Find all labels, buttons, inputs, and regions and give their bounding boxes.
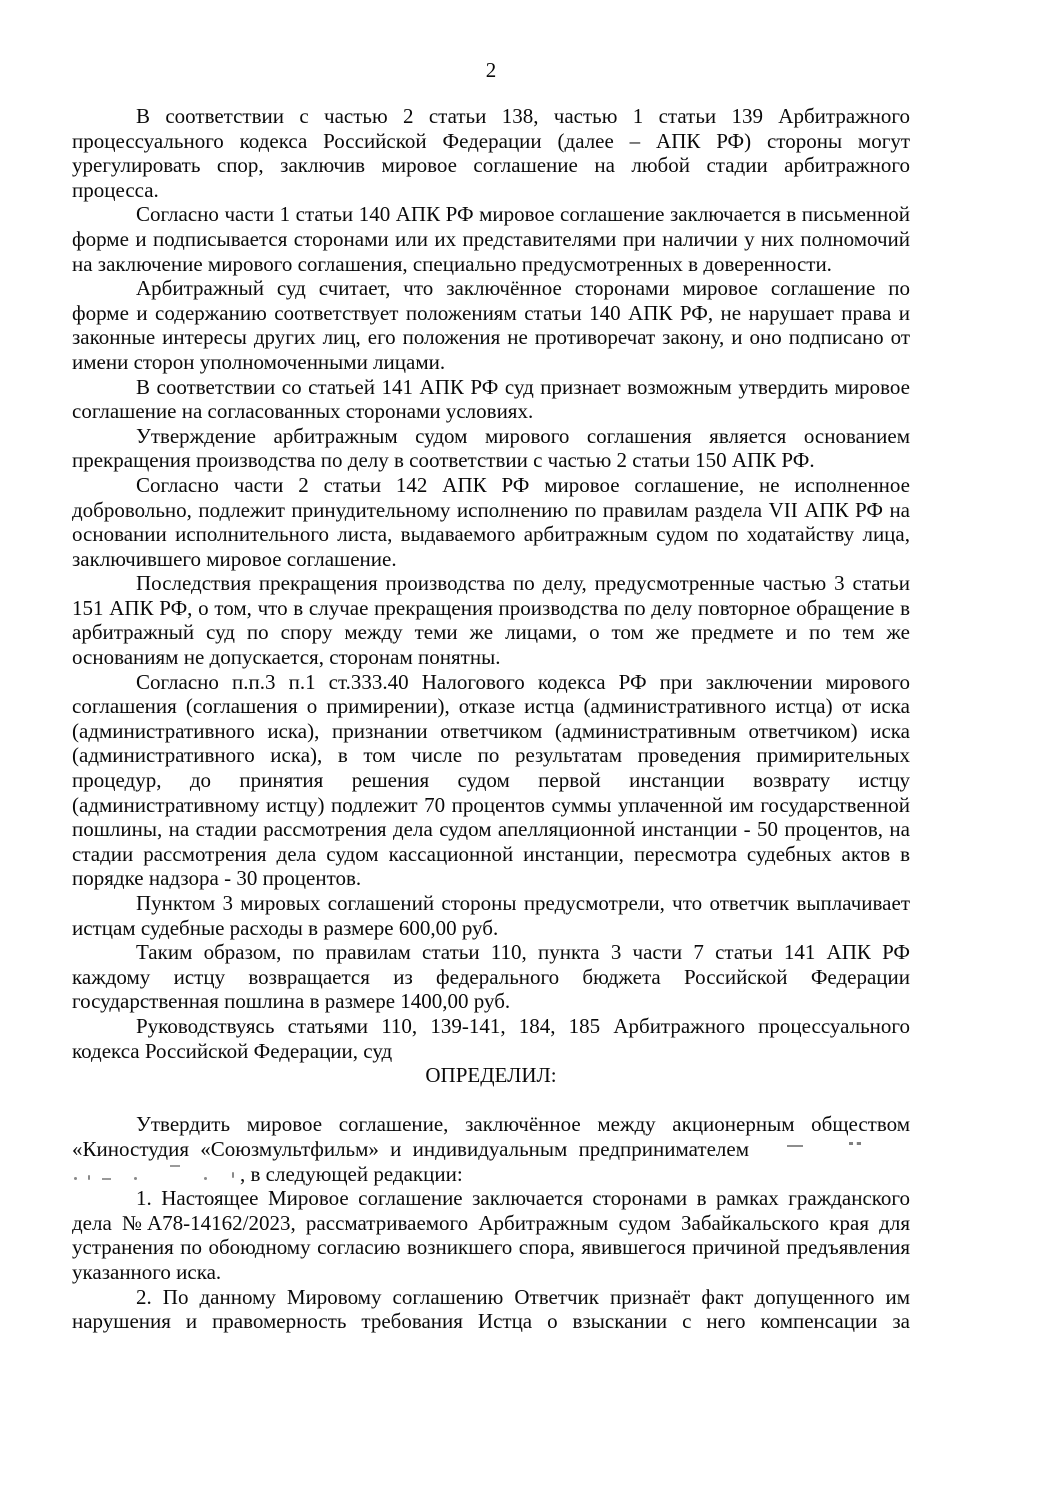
paragraph-apk-142: Согласно части 2 статьи 142 АПК РФ мировое соглашение, не исполненное добровольно, подлежит принудительному исполнению по правилам раздела VII АПК РФ на основании исполнительного листа, выдаваемого арбитражным судом по ходатайству лица, заключившего мировое соглашение. [72,472,910,571]
operative-line-2 [72,1137,910,1162]
paragraph-court-costs: Пунктом 3 мировых соглашений стороны предусмотрели, что ответчик выплачивает истцам судебные расходы в размере 600,00 руб. [72,891,910,940]
paragraph-apk-140: Согласно части 1 статьи 140 АПК РФ мировое соглашение заключается в письменной форме и подписывается сторонами или их представителями при наличии у них полномочий на заключение мирового соглашения, специально предусмотренных в доверенности. [72,202,910,276]
redaction-artifact [787,1145,803,1147]
operative-line-3 [72,1162,910,1187]
operative-clause [72,1112,910,1186]
paragraph-court-opinion: Арбитражный суд считает, что заключённое сторонами мировое соглашение по форме и содержанию соответствует положениям статьи 140 АПК РФ, не нарушает права и законные интересы других лиц, его положения не противоречат закону, и оно подписано от имени сторон уполномоченными лицами. [72,276,910,374]
operative-line-2-text: «Киностудия «Союзмультфильм» и индивидуальным предпринимателем [72,1136,749,1161]
paragraph-apk-151: Последствия прекращения производства по делу, предусмотренные частью 3 статьи 151 АПК РФ, о том, что в случае прекращения производства по делу повторное обращение в арбитражный суд по спору между теми же лицами, о том же предмете и по тем же основаниям не допускается, сторонам понятны. [72,571,910,670]
operative-heading: ОПРЕДЕЛИЛ: [425,1063,557,1088]
paragraph-guided-by: Руководствуясь статьями 110, 139-141, 184, 185 Арбитражного процессуального кодекса Российской Федерации, суд [72,1013,910,1063]
paragraph-apk-141: В соответствии со статьей 141 АПК РФ суд признает возможным утвердить мировое соглашение на согласованных сторонами условиях. [72,374,910,424]
operative-line-1: Утвердить мировое соглашение, заключённое между акционерным обществом [136,1112,910,1137]
paragraph-apk-138-139: В соответствии с частью 2 статьи 138, частью 1 статьи 139 Арбитражного процессуального кодекса Российской Федерации (далее – АПК РФ) стороны могут урегулировать спор, заключив мировое соглашение на любой стадии арбитражного процесса. [72,104,910,202]
paragraph-state-duty-refund: Таким образом, по правилам статьи 110, пункта 3 части 7 статьи 141 АПК РФ каждому истцу возвращается из федерального бюджета Российской Федерации государственная пошлина в размере 1400,00 руб. [72,940,910,1014]
settlement-clause-1: 1. Настоящее Мировое соглашение заключается сторонами в рамках гражданского дела №А78-14162/2023, рассматриваемого Арбитражным судом Забайкальского края для устранения по обоюдному согласию возникшего спора, явившегося причиной предъявления указанного иска. [72,1186,910,1284]
paragraph-apk-150: Утверждение арбитражным судом мирового соглашения является основанием прекращения производства по делу в соответствии с частью 2 статьи 150 АПК РФ. [72,423,910,473]
redaction-artifact [72,1179,240,1181]
document-body [72,104,910,1334]
operative-line-3-text: , в следующей редакции: [240,1161,463,1186]
page-number: 2 [485,58,497,82]
settlement-clause-2: 2. По данному Мировому соглашению Ответчик признаёт факт допущенного им нарушения и правомерность требования Истца о взыскании с него компенсации за [72,1284,910,1334]
redaction-artifact [849,1142,861,1145]
paragraph-tax-code-333-40: Согласно п.п.3 п.1 ст.333.40 Налогового кодекса РФ при заключении мирового соглашения (соглашения о примирении), отказе истца (административного истца) от иска (административного иска), признании ответчиком (административным ответчиком) иска (административного иска), в том числе по результатам проведения примирительных процедур, до принятия решения судом первой инстанции возврату истцу (административному истцу) подлежит 70 процентов суммы уплаченной им государственной пошлины, на стадии рассмотрения дела судом апелляционной инстанции - 50 процентов, на стадии рассмотрения дела судом кассационной инстанции, пересмотра судебных актов в порядке надзора - 30 процентов. [72,669,910,891]
